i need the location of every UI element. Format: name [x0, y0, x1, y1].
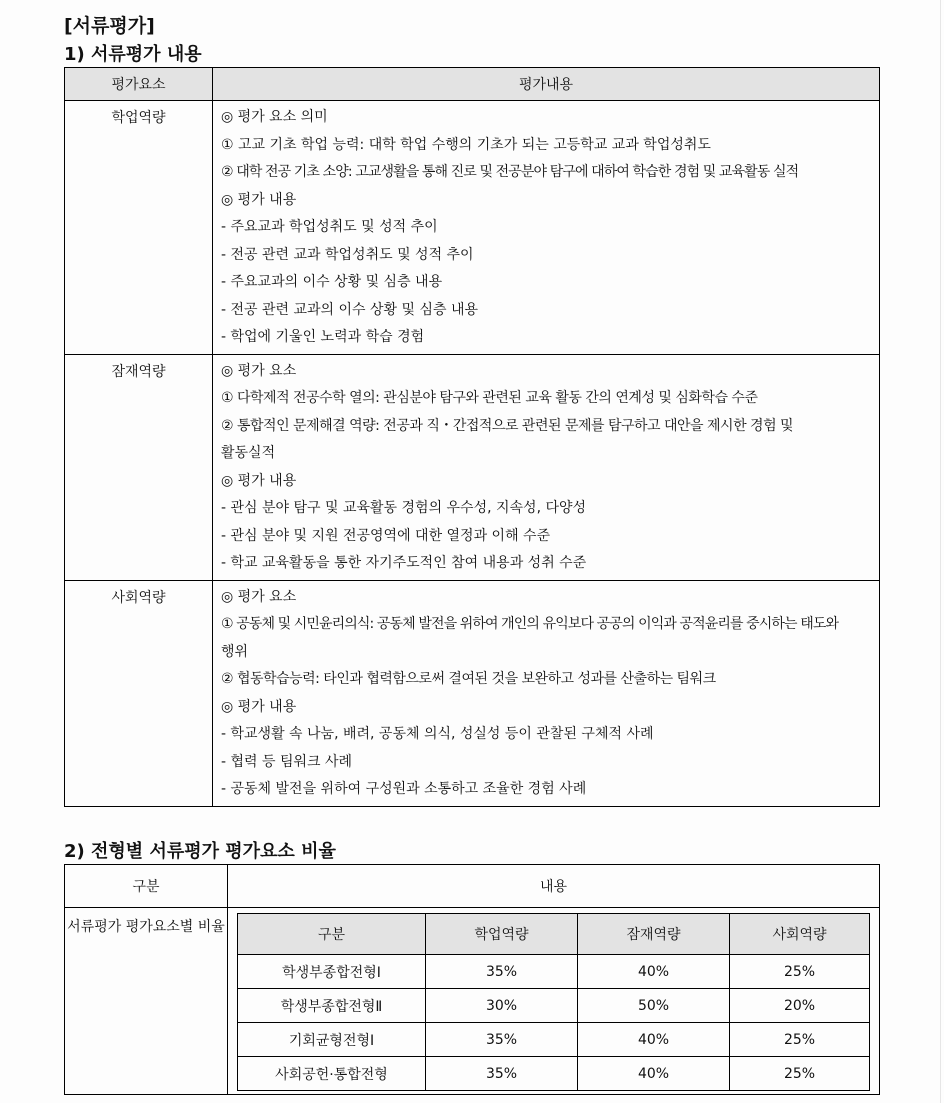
content-line: - 학교 교육활동을 통한 자기주도적인 참여 내용과 성취 수준	[221, 555, 587, 571]
table-row	[238, 1057, 870, 1091]
ratio-value: 25%	[730, 955, 870, 989]
row-content	[213, 354, 880, 580]
row-element-label: 사회역량	[65, 580, 213, 806]
ratio-value: 40%	[578, 1023, 730, 1057]
table-header-row	[65, 68, 880, 101]
header-content: 평가내용	[213, 68, 880, 101]
ratio-value: 20%	[730, 989, 870, 1023]
content-line: 활동실적	[221, 445, 276, 461]
page-edge	[940, 0, 941, 1103]
header-category: 구분	[65, 865, 228, 908]
ratio-value: 35%	[426, 1023, 578, 1057]
content-line: ◎ 평가 내용	[221, 472, 297, 489]
content-line: ① 공동체 및 시민윤리의식: 공동체 발전을 위하여 개인의 유익보다 공공의 이익과 공적윤리를 중시하는 태도와	[221, 616, 839, 632]
content-line: - 공동체 발전을 위하여 구성원과 소통하고 조율한 경험 사례	[221, 781, 587, 797]
section-1-heading: 1) 서류평가 내용	[64, 44, 202, 65]
ratio-value: 40%	[578, 955, 730, 989]
ratio-table	[64, 864, 880, 1095]
content-line: - 협력 등 팀워크 사례	[221, 753, 353, 770]
ratio-value: 25%	[730, 1023, 870, 1057]
track-name: 기회균형전형Ⅰ	[238, 1023, 426, 1057]
content-line: ① 다학제적 전공수학 열의: 관심분야 탐구와 관련된 교육 활동 간의 연계성 및 심화학습 수준	[221, 390, 758, 406]
inner-header: 학업역량	[426, 914, 578, 955]
track-name: 사회공헌·통합전형	[238, 1057, 426, 1091]
content-line: ◎ 평가 요소	[221, 588, 297, 605]
content-line: 행위	[221, 643, 249, 660]
track-name: 학생부종합전형Ⅰ	[238, 955, 426, 989]
content-line: ② 대학 전공 기초 소양: 고교생활을 통해 진로 및 전공분야 탐구에 대하여 학습한 경험 및 교육활동 실적	[221, 164, 799, 180]
header-content: 내용	[228, 865, 880, 908]
table-row	[65, 580, 880, 806]
row-element-label: 학업역량	[65, 101, 213, 355]
ratio-inner-table	[237, 913, 870, 1091]
content-line: - 주요교과의 이수 상황 및 심층 내용	[221, 274, 443, 290]
ratio-value: 50%	[578, 989, 730, 1023]
inner-header-row	[238, 914, 870, 955]
table-row	[65, 101, 880, 355]
inner-header: 사회역량	[730, 914, 870, 955]
content-line: - 관심 분야 및 지원 전공영역에 대한 열정과 이해 수준	[221, 527, 551, 544]
table-row	[238, 955, 870, 989]
row-content	[228, 908, 880, 1095]
content-line: - 학교생활 속 나눔, 배려, 공동체 의식, 성실성 등이 관찰된 구체적 사례	[221, 726, 654, 742]
ratio-value: 25%	[730, 1057, 870, 1091]
content-line: - 학업에 기울인 노력과 학습 경험	[221, 329, 425, 345]
content-line: - 전공 관련 교과의 이수 상황 및 심층 내용	[221, 301, 479, 318]
content-line: ◎ 평가 요소	[221, 362, 297, 379]
content-line: - 전공 관련 교과 학업성취도 및 성적 추이	[221, 246, 474, 263]
ratio-value: 35%	[426, 955, 578, 989]
row-content	[213, 580, 880, 806]
row-element-label: 잠재역량	[65, 354, 213, 580]
table-row	[238, 1023, 870, 1057]
header-element: 평가요소	[65, 68, 213, 101]
row-label: 서류평가 평가요소별 비율	[65, 908, 228, 1095]
table-row	[238, 989, 870, 1023]
ratio-value: 35%	[426, 1057, 578, 1091]
content-line: - 주요교과 학업성취도 및 성적 추이	[221, 219, 438, 235]
table-row	[65, 354, 880, 580]
page-title: [서류평가]	[64, 15, 155, 37]
track-name: 학생부종합전형Ⅱ	[238, 989, 426, 1023]
content-line: ① 고교 기초 학업 능력: 대학 학업 수행의 기초가 되는 고등학교 교과 학업성취도	[221, 136, 711, 153]
content-line: ② 협동학습능력: 타인과 협력함으로써 결여된 것을 보완하고 성과를 산출하는 팀워크	[221, 671, 716, 687]
ratio-value: 30%	[426, 989, 578, 1023]
ratio-value: 40%	[578, 1057, 730, 1091]
content-line: ② 통합적인 문제해결 역량: 전공과 직・간접적으로 관련된 문제를 탐구하고 대안을 제시한 경험 및	[221, 417, 794, 434]
section-2-heading: 2) 전형별 서류평가 평가요소 비율	[64, 841, 336, 862]
content-line: ◎ 평가 내용	[221, 191, 297, 208]
table-header-row	[65, 865, 880, 908]
content-line: ◎ 평가 내용	[221, 698, 297, 715]
inner-header: 잠재역량	[578, 914, 730, 955]
table-row	[65, 908, 880, 1095]
row-content	[213, 101, 880, 355]
inner-header: 구분	[238, 914, 426, 955]
content-line: - 관심 분야 탐구 및 교육활동 경험의 우수성, 지속성, 다양성	[221, 500, 587, 516]
content-line: ◎ 평가 요소 의미	[221, 109, 328, 125]
evaluation-content-table	[64, 67, 880, 807]
